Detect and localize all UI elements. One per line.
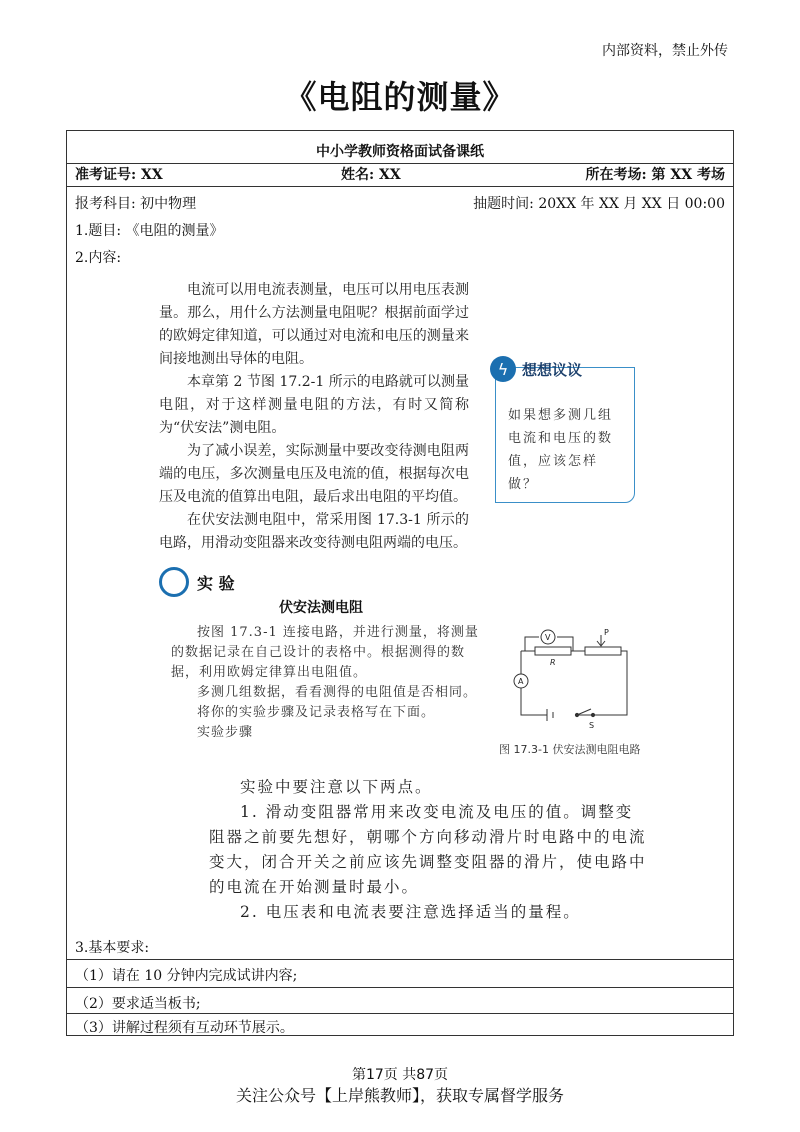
note-line: 实验中要注意以下两点。: [240, 778, 433, 796]
draw-time: 抽题时间: 20XX 年 XX 月 XX 日 00:00: [473, 196, 725, 212]
circuit-diagram: [507, 627, 637, 733]
form-title: 中小学教师资格面试备课纸: [316, 144, 484, 160]
content-label: 2.内容:: [75, 250, 122, 266]
note-line: 2. 电压表和电流表要注意选择适当的量程。: [240, 903, 581, 921]
page-title: 《电阻的测量》: [284, 78, 516, 116]
textbook-paragraph: 本章第 2 节图 17.2-1 所示的电路就可以测量电阻，对于这样测量电阻的方法，有时又简称为“伏安法”测电阻。: [159, 374, 469, 436]
candidate-name: 姓名: XX: [341, 167, 401, 183]
experiment-line: 将你的实验步骤及记录表格写在下面。: [197, 705, 436, 720]
experiment-notes: [209, 775, 649, 925]
slider-label: P: [604, 628, 609, 637]
experiment-body: [171, 623, 479, 743]
textbook-paragraph: 在伏安法测电阻中，常采用图 17.3-1 所示的电路，用滑动变阻器来改变待测电阻两端的电压。: [159, 512, 469, 551]
requirement-item: （2）要求适当板书;: [75, 996, 201, 1012]
experiment-subtitle: 伏安法测电阻: [279, 600, 363, 616]
think-discuss-header: [490, 356, 582, 382]
think-discuss-text: 如果想多测几组电流和电压的数值，应该怎样做？: [508, 408, 614, 492]
resistor-symbol: [535, 647, 571, 655]
textbook-paragraph: 为了减小误差，实际测量中要改变待测电阻两端的电压，多次测量电压及电流的值，根据每次电压及电流的值算出电阻，最后求出电阻的平均值。: [159, 443, 469, 505]
experiment-line: 按图 17.3-1 连接电路，并进行测量，将测量的数据记录在自己设计的表格中。根据测得的数据，利用欧姆定律算出电阻值。: [171, 625, 479, 680]
note-line: 1. 滑动变阻器常用来改变电流及电压的值。调整变阻器之前要先想好，朝哪个方向移动滑片时电路中的电流变大，闭合开关之前应该先调整变阻器的滑片，使电路中的电流在开始测量时最小。: [209, 803, 647, 896]
experiment-line: 多测几组数据，看看测得的电阻值是否相同。: [197, 685, 478, 700]
requirement-item: （1）请在 10 分钟内完成试讲内容;: [75, 968, 298, 984]
circuit-wire: [521, 651, 627, 715]
battery-symbol: [547, 709, 553, 721]
footer-promo: 关注公众号【上岸熊教师】，获取专属督学服务: [235, 1086, 564, 1105]
think-discuss-box: [495, 359, 635, 503]
resistor-label: R: [550, 658, 556, 667]
confidential-note: 内部资料，禁止外传: [602, 43, 728, 59]
divider: [67, 959, 733, 960]
experiment-line: 实验步骤: [197, 725, 254, 740]
divider: [67, 1013, 733, 1014]
textbook-paragraph: 电流可以用电流表测量，电压可以用电压表测量。那么，用什么方法测量电阻呢？根据前面学过的欧姆定律知道，可以通过对电流和电压的测量来间接地测出导体的电阻。: [159, 282, 469, 367]
exam-id: 准考证号: XX: [75, 167, 163, 183]
think-discuss-title: 想想议议: [522, 360, 583, 379]
subject: 报考科目: 初中物理: [75, 196, 197, 212]
circuit-caption: 图 17.3-1 伏安法测电阻电路: [499, 743, 641, 756]
candidate-info-row: [75, 164, 725, 184]
voltmeter-label: V: [545, 633, 551, 642]
page-number: 第17页 共87页: [351, 1067, 449, 1083]
switch-label: S: [589, 721, 595, 730]
ammeter-label: A: [518, 677, 524, 686]
switch-contact: [575, 713, 578, 716]
experiment-header: [159, 567, 235, 597]
rheostat-symbol: [585, 647, 621, 655]
divider: [67, 987, 733, 988]
experiment-icon: [159, 567, 189, 597]
experiment-label: 实 验: [197, 573, 235, 593]
requirements-label: 3.基本要求:: [75, 940, 150, 956]
requirement-item: （3）讲解过程须有互动环节展示。: [75, 1020, 294, 1036]
lesson-plan-form: [66, 130, 734, 1036]
switch-symbol: [577, 709, 591, 715]
topic: 1.题目: 《电阻的测量》: [75, 223, 224, 239]
divider: [67, 186, 733, 187]
exam-site: 所在考场: 第 XX 考场: [585, 167, 725, 183]
lightning-icon: ϟ: [490, 356, 516, 382]
